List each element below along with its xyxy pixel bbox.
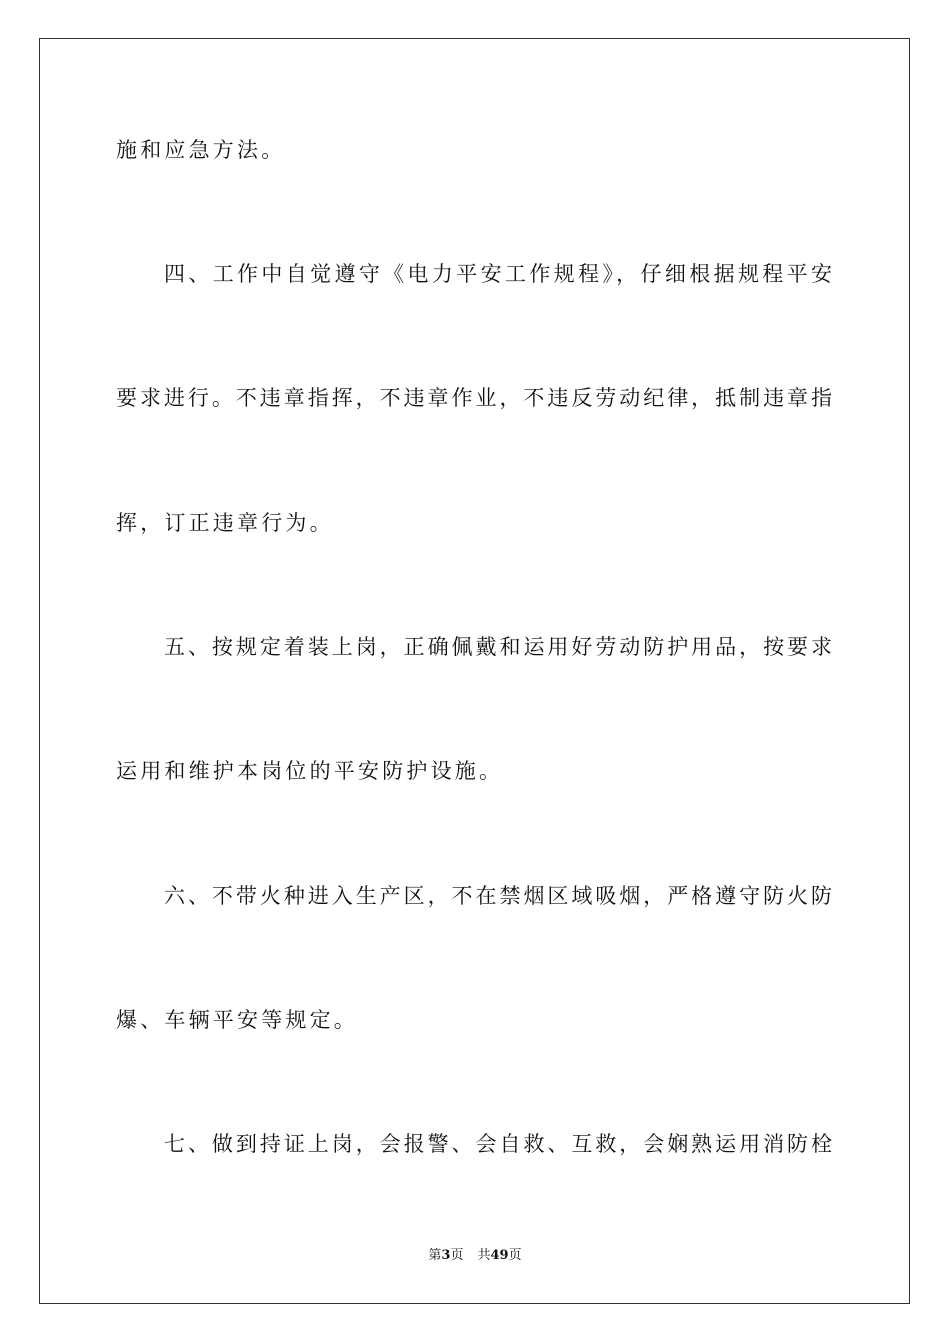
footer-page-prefix: 第	[428, 1248, 442, 1263]
footer-page-suffix: 页	[450, 1248, 464, 1263]
footer-total-suffix: 页	[508, 1248, 522, 1263]
text-line-4: 挥，订正违章行为。	[116, 511, 334, 535]
text-line-7: 六、不带火种进入生产区，不在禁烟区域吸烟，严格遵守防火防	[164, 884, 832, 908]
text-line-3: 要求进行。不违章指挥，不违章作业，不违反劳动纪律，抵制违章指	[116, 386, 832, 410]
text-line-9: 七、做到持证上岗，会报警、会自救、互救，会娴熟运用消防栓	[164, 1132, 832, 1156]
text-line-5: 五、按规定着装上岗，正确佩戴和运用好劳动防护用品，按要求	[164, 635, 832, 659]
page-footer	[0, 1247, 950, 1265]
page-frame	[39, 38, 910, 1304]
footer-page-number: 3	[441, 1248, 451, 1263]
footer-total-prefix: 共	[477, 1248, 491, 1263]
text-line-2: 四、工作中自觉遵守《电力平安工作规程》，仔细根据规程平安	[164, 262, 832, 286]
text-line-6: 运用和维护本岗位的平安防护设施。	[116, 759, 504, 783]
footer-total-pages: 49	[490, 1248, 509, 1263]
text-line-1: 施和应急方法。	[116, 138, 286, 162]
text-line-8: 爆、车辆平安等规定。	[116, 1008, 358, 1032]
